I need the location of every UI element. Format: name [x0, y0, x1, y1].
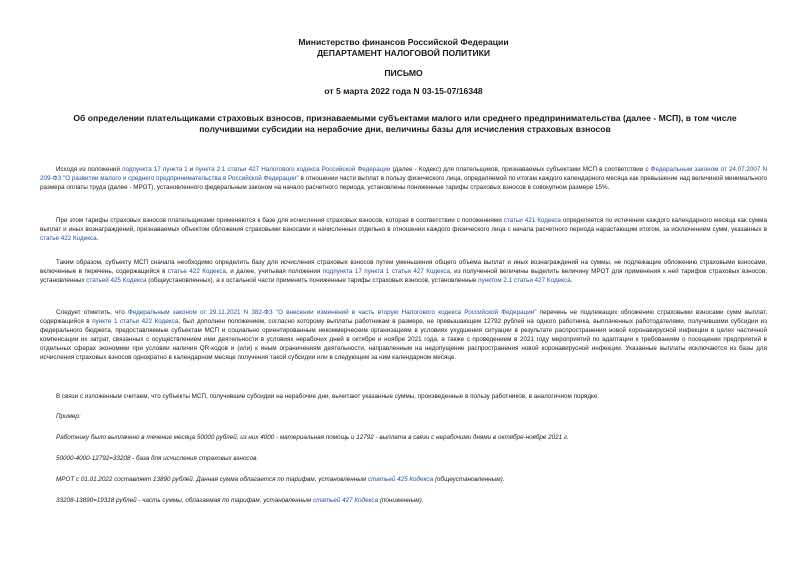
p1-text: и: [187, 166, 196, 173]
p3-text: Таким образом, субъекту МСП сначала необходимо определить базу для исчисления страховых взносов путем уменьшения общего объема выплат и иных вознаграждений на суммы, не подлежащие обложению страховыми взносами, включенные в перечень, содержащийся в: [40, 259, 767, 275]
doc-type: ПИСЬМО: [384, 68, 423, 78]
p1-text: Исходя из положений: [56, 166, 123, 173]
link-paragraph-1-422[interactable]: пункте 1 статьи 422 Кодекса: [92, 317, 179, 325]
p2-text: При этом тарифы страховых взносов плательщиками применяются к базе для исчисления страховых взносов, которая в соответствии с положениями: [56, 217, 504, 224]
p5-text: В связи с изложенным считаем, что субъекты МСП, получившие субсидии на нерабочие дни, вычитают указанные суммы, произведенные в пользу работников, в аналогичном порядке.: [56, 393, 600, 400]
p4-text: Следует отметить, что: [56, 309, 128, 316]
p3-text: , и далее, учитывая положения: [226, 267, 323, 275]
example-line: 50000-4000-12792=33208 - база для исчисления страховых взносов.: [56, 455, 259, 462]
p3-text: (общеустановленных), а к остальной части применить пониженные тарифы страховых взносов, установленные: [146, 276, 479, 284]
p4-text: , был дополнен положением, согласно которому выплаты работникам в размере, не превышающем 12792 рублей на одного работника, выплаченных работодателями, получившими субсидии из федерального бюджета, предоставляемые субъектам МСП и социально ориентированным некоммерческим организациям в условиях ухудшения ситуации в результате распространения новой коронавирусной инфекции в целях частичной компенсации их затрат, связанных с осуществлением ими деятельности в условиях нерабочих дней в октябре и ноябре 2021 года, а также с проведением в 2021 году мероприятий по адаптации к требованиям о посещении предприятий в отдельных сферах экономики при условии наличия QR-кодов и (или) к иным ограничениям деятельности, направленным на недопущение распространения новой коронавирусной инфекции. Указанные выплаты исключаются из базы для исчисления страховых взносов однократно в календарном месяце получения такой субсидии или в следующем за ним календарном месяце.: [40, 317, 768, 361]
link-federal-law-382[interactable]: Федеральным законом от 29.11.2021 N 382-ФЗ "О внесении изменений в часть вторую Налогового кодекса Российской Федерации": [127, 309, 537, 316]
letter-title: Об определении плательщиками страховых взносов, признаваемыми субъектами малого или среднего предпринимательства (далее - МСП), в том числе получившими субсидии на нерабочие дни, величины базы для исчисления страховых взносов: [73, 113, 737, 134]
paragraph-4: [40, 309, 767, 362]
example-line: [56, 497, 767, 506]
example-text: 33208-13890=19318 рублей - часть суммы, облагаемая по тарифам, установленным: [56, 497, 313, 504]
link-article-425[interactable]: статьей 425 Кодекса: [367, 476, 434, 483]
p2-text: определяется по истечении каждого календарного месяца как сумма выплат и иных вознаграждений, признаваемых объектом обложения страховыми взносами и начисленных отдельно в отношении каждого физического лица с начала расчетного периода нарастающим итогом, за исключением сумм, указанных в: [40, 217, 767, 233]
example-heading: Пример:: [56, 413, 81, 420]
p1-text: в отношении части выплат в пользу физического лица, определяемой по итогам каждого календарного месяца как превышение над величиной минимального размера оплаты труда (далее - МРОТ), установленного федеральным законом на начало расчетного периода, установлены пониженные тарифы страховых взносов в совокупном размере 15%.: [40, 174, 767, 191]
link-subparagraph-17[interactable]: подпункта 17 пункта 1: [122, 166, 188, 173]
p3-text: .: [570, 276, 573, 284]
paragraph-1: [40, 166, 767, 193]
link-article-427[interactable]: статьей 427 Кодекса: [312, 497, 379, 504]
example-text: (общеустановленным).: [433, 476, 505, 483]
ministry-name: Министерство финансов Российской Федерации: [298, 37, 509, 47]
example-text: МРОТ с 01.01.2022 составляет 13890 рублей. Данная сумма облагается по тарифам, установленным: [56, 476, 368, 483]
example-text: (пониженным).: [378, 497, 424, 504]
paragraph-3: [40, 259, 767, 286]
doc-date-number: от 5 марта 2022 года N 03-15-07/16348: [324, 86, 483, 96]
link-tax-code-427[interactable]: пункта 2.1 статьи 427 Налогового кодекса Российской Федерации: [195, 166, 391, 173]
link-article-421[interactable]: статьи 421 Кодекса: [503, 217, 561, 224]
link-paragraph-2-1-427[interactable]: пунктом 2.1 статьи 427 Кодекса: [478, 276, 571, 284]
department-name: ДЕПАРТАМЕНТ НАЛОГОВОЙ ПОЛИТИКИ: [316, 48, 491, 58]
link-article-422[interactable]: статье 422 Кодекса: [167, 267, 226, 275]
link-article-425[interactable]: статьей 425 Кодекса: [86, 276, 147, 284]
paragraph-5: [40, 393, 767, 402]
link-federal-law-209[interactable]: Федеральным законом от 24.07.2007 N 209-ФЗ "О развитии малого и среднего предпринимательства в Российской Федерации": [40, 166, 768, 182]
p1-text: (далее - Кодекс) для плательщиков, признаваемых субъектами МСП в соответствии с: [390, 166, 651, 173]
link-subparagraph-17-427[interactable]: подпункта 17 пункта 1 статьи 427 Кодекса: [322, 267, 450, 275]
p4-text: перечень не подлежащих обложению страховыми взносами сумм выплат, содержащийся в: [40, 309, 768, 325]
example-line: Работнику было выплачено в течение месяца 50000 рублей, из них 4000 - материальная помощь и 12792 - выплата в связи с нерабочими днями в октябре-ноябре 2021 г.: [56, 434, 569, 441]
p2-text: .: [96, 234, 99, 242]
p3-text: , из полученной величины выделить величину МРОТ для применения к ней тарифов страховых взносов, установленных: [40, 267, 767, 284]
paragraph-2: [40, 217, 767, 244]
link-article-422[interactable]: статье 422 Кодекса: [40, 234, 97, 242]
example-line: [56, 476, 767, 485]
